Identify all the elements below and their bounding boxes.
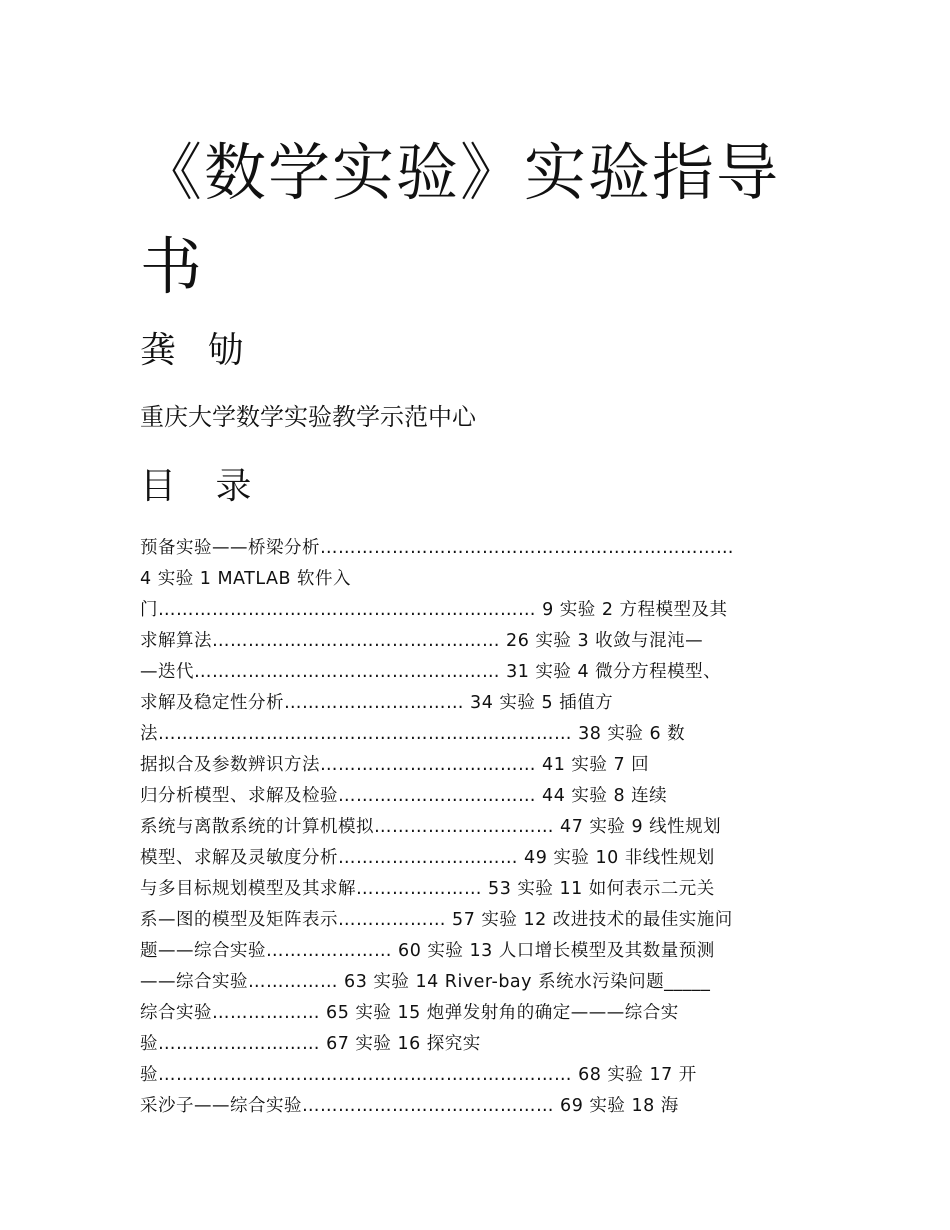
toc-line: 采沙子——综合实验…………………………………… 69 实验 18 海 [140,1096,679,1116]
toc-line: 求解及稳定性分析………………………… 34 实验 5 插值方 [140,693,614,713]
toc-line: 验…………………………………………………………… 68 实验 17 开 [140,1065,697,1085]
toc-line: 题——综合实验………………… 60 实验 13 人口增长模型及其数量预测 [140,941,715,961]
toc-line: 求解算法………………………………………… 26 实验 3 收敛与混沌— [140,631,704,651]
toc-line: 法…………………………………………………………… 38 实验 6 数 [140,724,686,744]
toc-heading: 目 录 [140,466,266,507]
table-of-contents [140,533,820,1122]
toc-line: ——综合实验…………… 63 实验 14 River-bay 系统水污染问题_____ [140,972,711,992]
toc-line: 系—图的模型及矩阵表示……………… 57 实验 12 改进技术的最佳实施问 [140,910,733,930]
toc-line: 门……………………………………………………… 9 实验 2 方程模型及其 [140,600,728,620]
toc-line: 与多目标规划模型及其求解………………… 53 实验 11 如何表示二元关 [140,879,715,899]
toc-line: 归分析模型、求解及检验…………………………… 44 实验 8 连续 [140,786,668,806]
document-title: 《数学实验》实验指导书 [140,136,781,303]
author-name: 龚 劬 [140,330,254,371]
toc-line: 预备实验——桥梁分析…………………………………………………………… [140,538,734,558]
toc-line: 验……………………… 67 实验 16 探究实 [140,1034,481,1054]
toc-line: 综合实验……………… 65 实验 15 炮弹发射角的确定———综合实 [140,1003,679,1023]
toc-line: 4 实验 1 MATLAB 软件入 [140,569,352,589]
toc-line: —迭代…………………………………………… 31 实验 4 微分方程模型、 [140,662,722,682]
toc-line: 系统与离散系统的计算机模拟………………………… 47 实验 9 线性规划 [140,817,722,837]
toc-line: 模型、求解及灵敏度分析………………………… 49 实验 10 非线性规划 [140,848,715,868]
institution-name: 重庆大学数学实验教学示范中心 [140,403,476,431]
toc-line: 据拟合及参数辨识方法……………………………… 41 实验 7 回 [140,755,650,775]
